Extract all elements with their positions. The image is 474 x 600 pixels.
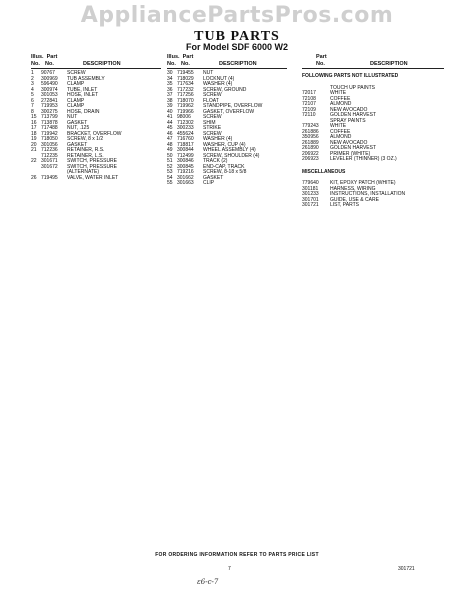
illus-number: 21 bbox=[31, 147, 37, 153]
part-description: TRACK (2) bbox=[203, 158, 228, 164]
page-title: TUB PARTS bbox=[194, 29, 280, 44]
part-description: COFFEE bbox=[330, 128, 351, 135]
illus-number: 51 bbox=[167, 158, 173, 164]
illus-number: 35 bbox=[167, 81, 173, 87]
part-description: GOLDEN HARVEST bbox=[330, 112, 377, 118]
part-number: 718070 bbox=[177, 97, 194, 104]
part-row bbox=[167, 181, 287, 187]
part-number: 72107 bbox=[302, 101, 316, 107]
part-description: CLAMP bbox=[67, 97, 85, 104]
part-number: 261889 bbox=[302, 139, 319, 146]
part-number: 718050 bbox=[41, 136, 58, 142]
part-number: 300969 bbox=[41, 75, 58, 82]
part-description: SCREW, 8 x 1/2 bbox=[67, 136, 104, 142]
part-number: 717488 bbox=[41, 125, 58, 131]
part-description: TUBE, INLET bbox=[67, 86, 98, 93]
part-description: LOCKNUT (4) bbox=[203, 75, 235, 82]
part-description: KIT, EPOXY PATCH (WHITE) bbox=[330, 180, 396, 186]
illus-number: 50 bbox=[167, 152, 173, 159]
part-number: 455624 bbox=[177, 130, 194, 137]
illus-number: 54 bbox=[167, 174, 173, 181]
part-description: TOUCH UP PAINTS bbox=[330, 84, 376, 91]
part-description: HOSE, INLET bbox=[67, 92, 99, 98]
part-number: 98006 bbox=[177, 114, 191, 120]
part-description: TUB ASSEMBLY bbox=[67, 75, 105, 82]
part-description: ALMOND bbox=[330, 101, 352, 107]
illus-number: 34 bbox=[167, 75, 173, 82]
ordering-footer: FOR ORDERING INFORMATION REFER TO PARTS PRICE LIST bbox=[155, 552, 319, 558]
illus-number: 20 bbox=[31, 141, 37, 148]
document-code: 301721 bbox=[398, 566, 415, 572]
illus-number: 41 bbox=[167, 114, 173, 120]
model-subtitle: For Model SDF 6000 W2 bbox=[185, 42, 289, 52]
part-description: PRIMER (WHITE) bbox=[330, 150, 371, 157]
part-number: 300233 bbox=[177, 125, 194, 131]
part-number: 779640 bbox=[302, 180, 319, 186]
description-header: DESCRIPTION bbox=[83, 61, 121, 67]
part-number: 301181 bbox=[302, 185, 319, 192]
part-number: 717256 bbox=[177, 92, 194, 98]
part-description: SCREW bbox=[203, 114, 222, 120]
part-number: 712302 bbox=[177, 119, 194, 126]
part-number: 719495 bbox=[41, 174, 58, 181]
part-number: 719962 bbox=[177, 103, 194, 109]
part-header: Part bbox=[182, 54, 194, 60]
illus-number: 49 bbox=[167, 147, 173, 153]
part-number: 596490 bbox=[41, 81, 58, 87]
illus-number: 15 bbox=[31, 114, 37, 120]
part-number: 301056 bbox=[41, 141, 58, 148]
illus-number: 2 bbox=[31, 75, 34, 82]
part-description: CLAMP bbox=[67, 103, 85, 109]
part-number: 90767 bbox=[41, 70, 55, 76]
part-description: SCREW bbox=[67, 70, 86, 76]
watermark: AppliancePartsPros.com bbox=[80, 3, 394, 28]
part-number: 72108 bbox=[302, 95, 316, 102]
illus-number: 1 bbox=[31, 70, 34, 76]
part-description: INSTRUCTIONS, INSTALLATION bbox=[330, 191, 406, 197]
part-number: 712499 bbox=[177, 152, 194, 159]
part-number: 779243 bbox=[302, 123, 319, 129]
part-number: 301053 bbox=[41, 92, 58, 98]
part-number: 261886 bbox=[302, 128, 319, 135]
header-rule bbox=[302, 68, 444, 71]
part-number: 300846 bbox=[177, 158, 194, 164]
illus-number: 4 bbox=[31, 86, 34, 93]
illus-number: 8 bbox=[31, 108, 34, 115]
part-description: CLIP bbox=[203, 180, 215, 186]
part-description: GASKET bbox=[67, 119, 88, 126]
page-number: 7 bbox=[228, 566, 231, 572]
part-number: 300974 bbox=[41, 86, 58, 93]
part-description: NEW AVOCADO bbox=[330, 106, 368, 113]
part-number: 717634 bbox=[177, 81, 194, 87]
part-description: CLAMP bbox=[67, 81, 85, 87]
part-row bbox=[31, 176, 161, 182]
illus-number: 53 bbox=[167, 169, 173, 175]
handwritten-note: ε6-c-7 bbox=[197, 578, 219, 586]
illus-number: 19 bbox=[31, 136, 37, 142]
part-description: GASKET, OVERFLOW bbox=[203, 108, 255, 115]
illus-number: 39 bbox=[167, 103, 173, 109]
part-number: 719966 bbox=[177, 108, 194, 115]
part-description: LEVELER (THINNER) (3 OZ.) bbox=[330, 156, 397, 162]
no-header-2: No. bbox=[181, 61, 190, 67]
illus-number: 26 bbox=[31, 174, 37, 181]
illus-number: 55 bbox=[167, 180, 173, 186]
part-description: GOLDEN HARVEST bbox=[330, 145, 377, 151]
part-number: 72109 bbox=[302, 106, 316, 113]
part-header: Part bbox=[316, 54, 327, 60]
part-number: 301721 bbox=[302, 202, 319, 208]
illus-number: 52 bbox=[167, 163, 173, 170]
part-number: 713799 bbox=[41, 114, 58, 120]
part-row bbox=[302, 157, 444, 163]
illus-number: 45 bbox=[167, 125, 173, 131]
parts-column-2 bbox=[167, 54, 287, 187]
illus-number: 16 bbox=[31, 119, 37, 126]
part-number: 301672 bbox=[41, 163, 58, 170]
part-number: 72110 bbox=[302, 112, 316, 118]
part-description: HARNESS, WIRING bbox=[330, 185, 376, 192]
illus-header: Illus. bbox=[167, 54, 180, 60]
part-description: GUIDE, USE & CARE bbox=[330, 196, 379, 203]
part-description: ALMOND bbox=[330, 134, 352, 140]
part-row bbox=[302, 203, 444, 209]
part-number: 712235 bbox=[41, 152, 58, 159]
part-number: 713878 bbox=[41, 119, 58, 126]
illus-number: 3 bbox=[31, 81, 34, 87]
part-description: BRACKET, OVERFLOW bbox=[67, 130, 122, 137]
column-header bbox=[302, 54, 444, 68]
illus-number: 7 bbox=[31, 103, 34, 109]
part-number: 206922 bbox=[302, 150, 319, 157]
illus-number: 47 bbox=[167, 136, 173, 142]
part-description: LIST, PARTS bbox=[330, 202, 359, 208]
part-description: SCREW, GROUND bbox=[203, 86, 247, 93]
part-description: SHIM bbox=[203, 119, 216, 126]
description-header: DESCRIPTION bbox=[219, 61, 257, 67]
column-header bbox=[31, 54, 161, 68]
part-number: 712236 bbox=[41, 147, 58, 153]
part-description: STRIKE bbox=[203, 125, 222, 131]
no-header: No. bbox=[167, 61, 176, 67]
parts-column-3 bbox=[302, 54, 444, 209]
part-description: RETAINER, R.S. bbox=[67, 147, 105, 153]
part-number: 719216 bbox=[177, 169, 194, 175]
part-number: 350956 bbox=[302, 134, 319, 140]
part-description: NEW AVOCADO bbox=[330, 139, 368, 146]
part-number: 300845 bbox=[177, 163, 194, 170]
part-number: 301662 bbox=[177, 174, 194, 181]
part-description: NUT bbox=[67, 114, 78, 120]
part-description: SCREW, 8-18 x 5/8 bbox=[203, 169, 247, 175]
part-description: FLOAT bbox=[203, 97, 219, 104]
part-number: 206923 bbox=[302, 156, 319, 162]
illus-number: 44 bbox=[167, 119, 173, 126]
part-number: 261890 bbox=[302, 145, 319, 151]
column-header bbox=[167, 54, 287, 68]
part-number: 301233 bbox=[302, 191, 319, 197]
part-number: 716760 bbox=[177, 136, 194, 142]
part-description: SWITCH, PRESSURE bbox=[67, 158, 118, 164]
part-description: GASKET bbox=[203, 174, 224, 181]
part-description: SCREW, SHOULDER (4) bbox=[203, 152, 260, 159]
part-description: SCREW bbox=[203, 130, 222, 137]
part-header: Part bbox=[46, 54, 58, 60]
part-number: 300275 bbox=[41, 108, 58, 115]
parts-column-1 bbox=[31, 54, 161, 181]
illus-header: Illus. bbox=[31, 54, 44, 60]
part-description: WASHER (4) bbox=[203, 81, 233, 87]
miscellaneous-heading: MISCELLANEOUS bbox=[302, 168, 346, 175]
part-number: 301701 bbox=[302, 196, 319, 203]
no-header-2: No. bbox=[45, 61, 54, 67]
part-description: SPRAY PAINTS bbox=[330, 117, 366, 124]
description-header: DESCRIPTION bbox=[370, 61, 408, 67]
illus-number: 17 bbox=[31, 125, 37, 131]
illus-number: 5 bbox=[31, 92, 34, 98]
part-description: WASHER (4) bbox=[203, 136, 233, 142]
part-number: 718029 bbox=[177, 75, 194, 82]
part-number: 719455 bbox=[177, 70, 194, 76]
part-number: 72017 bbox=[302, 90, 316, 96]
illus-number: 22 bbox=[31, 158, 37, 164]
part-number: 301671 bbox=[41, 158, 58, 164]
illus-number: 18 bbox=[31, 130, 37, 137]
illus-number: 37 bbox=[167, 92, 173, 98]
illus-number: 46 bbox=[167, 130, 173, 137]
part-description: RETAINER, L.S. bbox=[67, 152, 104, 159]
part-number: 717232 bbox=[177, 86, 194, 93]
part-number: 272841 bbox=[41, 97, 58, 104]
part-description: SWITCH, PRESSURE bbox=[67, 163, 118, 170]
illus-number: 40 bbox=[167, 108, 173, 115]
no-header: No. bbox=[316, 61, 325, 67]
part-description: (ALTERNATE) bbox=[67, 169, 100, 175]
part-description: SCREW bbox=[203, 92, 222, 98]
part-description: WHITE bbox=[330, 90, 347, 96]
illus-number: 38 bbox=[167, 97, 173, 104]
no-header: No. bbox=[31, 61, 40, 67]
part-description: GASKET bbox=[67, 141, 88, 148]
illus-number: 36 bbox=[167, 86, 173, 93]
part-number: 719953 bbox=[41, 103, 58, 109]
part-description: STANDPIPE, OVERFLOW bbox=[203, 103, 263, 109]
part-description: VALVE, WATER INLET bbox=[67, 174, 119, 181]
part-description: COFFEE bbox=[330, 95, 351, 102]
part-description: WHEEL ASSEMBLY (4) bbox=[203, 147, 256, 153]
part-number: 718817 bbox=[177, 141, 194, 148]
part-description: WASHER, CUP (4) bbox=[203, 141, 246, 148]
part-description: HOSE, DRAIN bbox=[67, 108, 100, 115]
illus-number: 6 bbox=[31, 97, 34, 104]
part-description: NUT bbox=[203, 70, 214, 76]
part-description: NUT, .125 bbox=[67, 125, 90, 131]
part-description: WHITE bbox=[330, 123, 347, 129]
part-number: 719942 bbox=[41, 130, 58, 137]
illus-number: 48 bbox=[167, 141, 173, 148]
not-illustrated-heading: FOLLOWING PARTS NOT ILLUSTRATED bbox=[302, 73, 399, 79]
illus-number: 30 bbox=[167, 70, 173, 76]
part-number: 301663 bbox=[177, 180, 194, 186]
part-number: 300844 bbox=[177, 147, 194, 153]
part-description: END-CAP, TRACK bbox=[203, 163, 245, 170]
